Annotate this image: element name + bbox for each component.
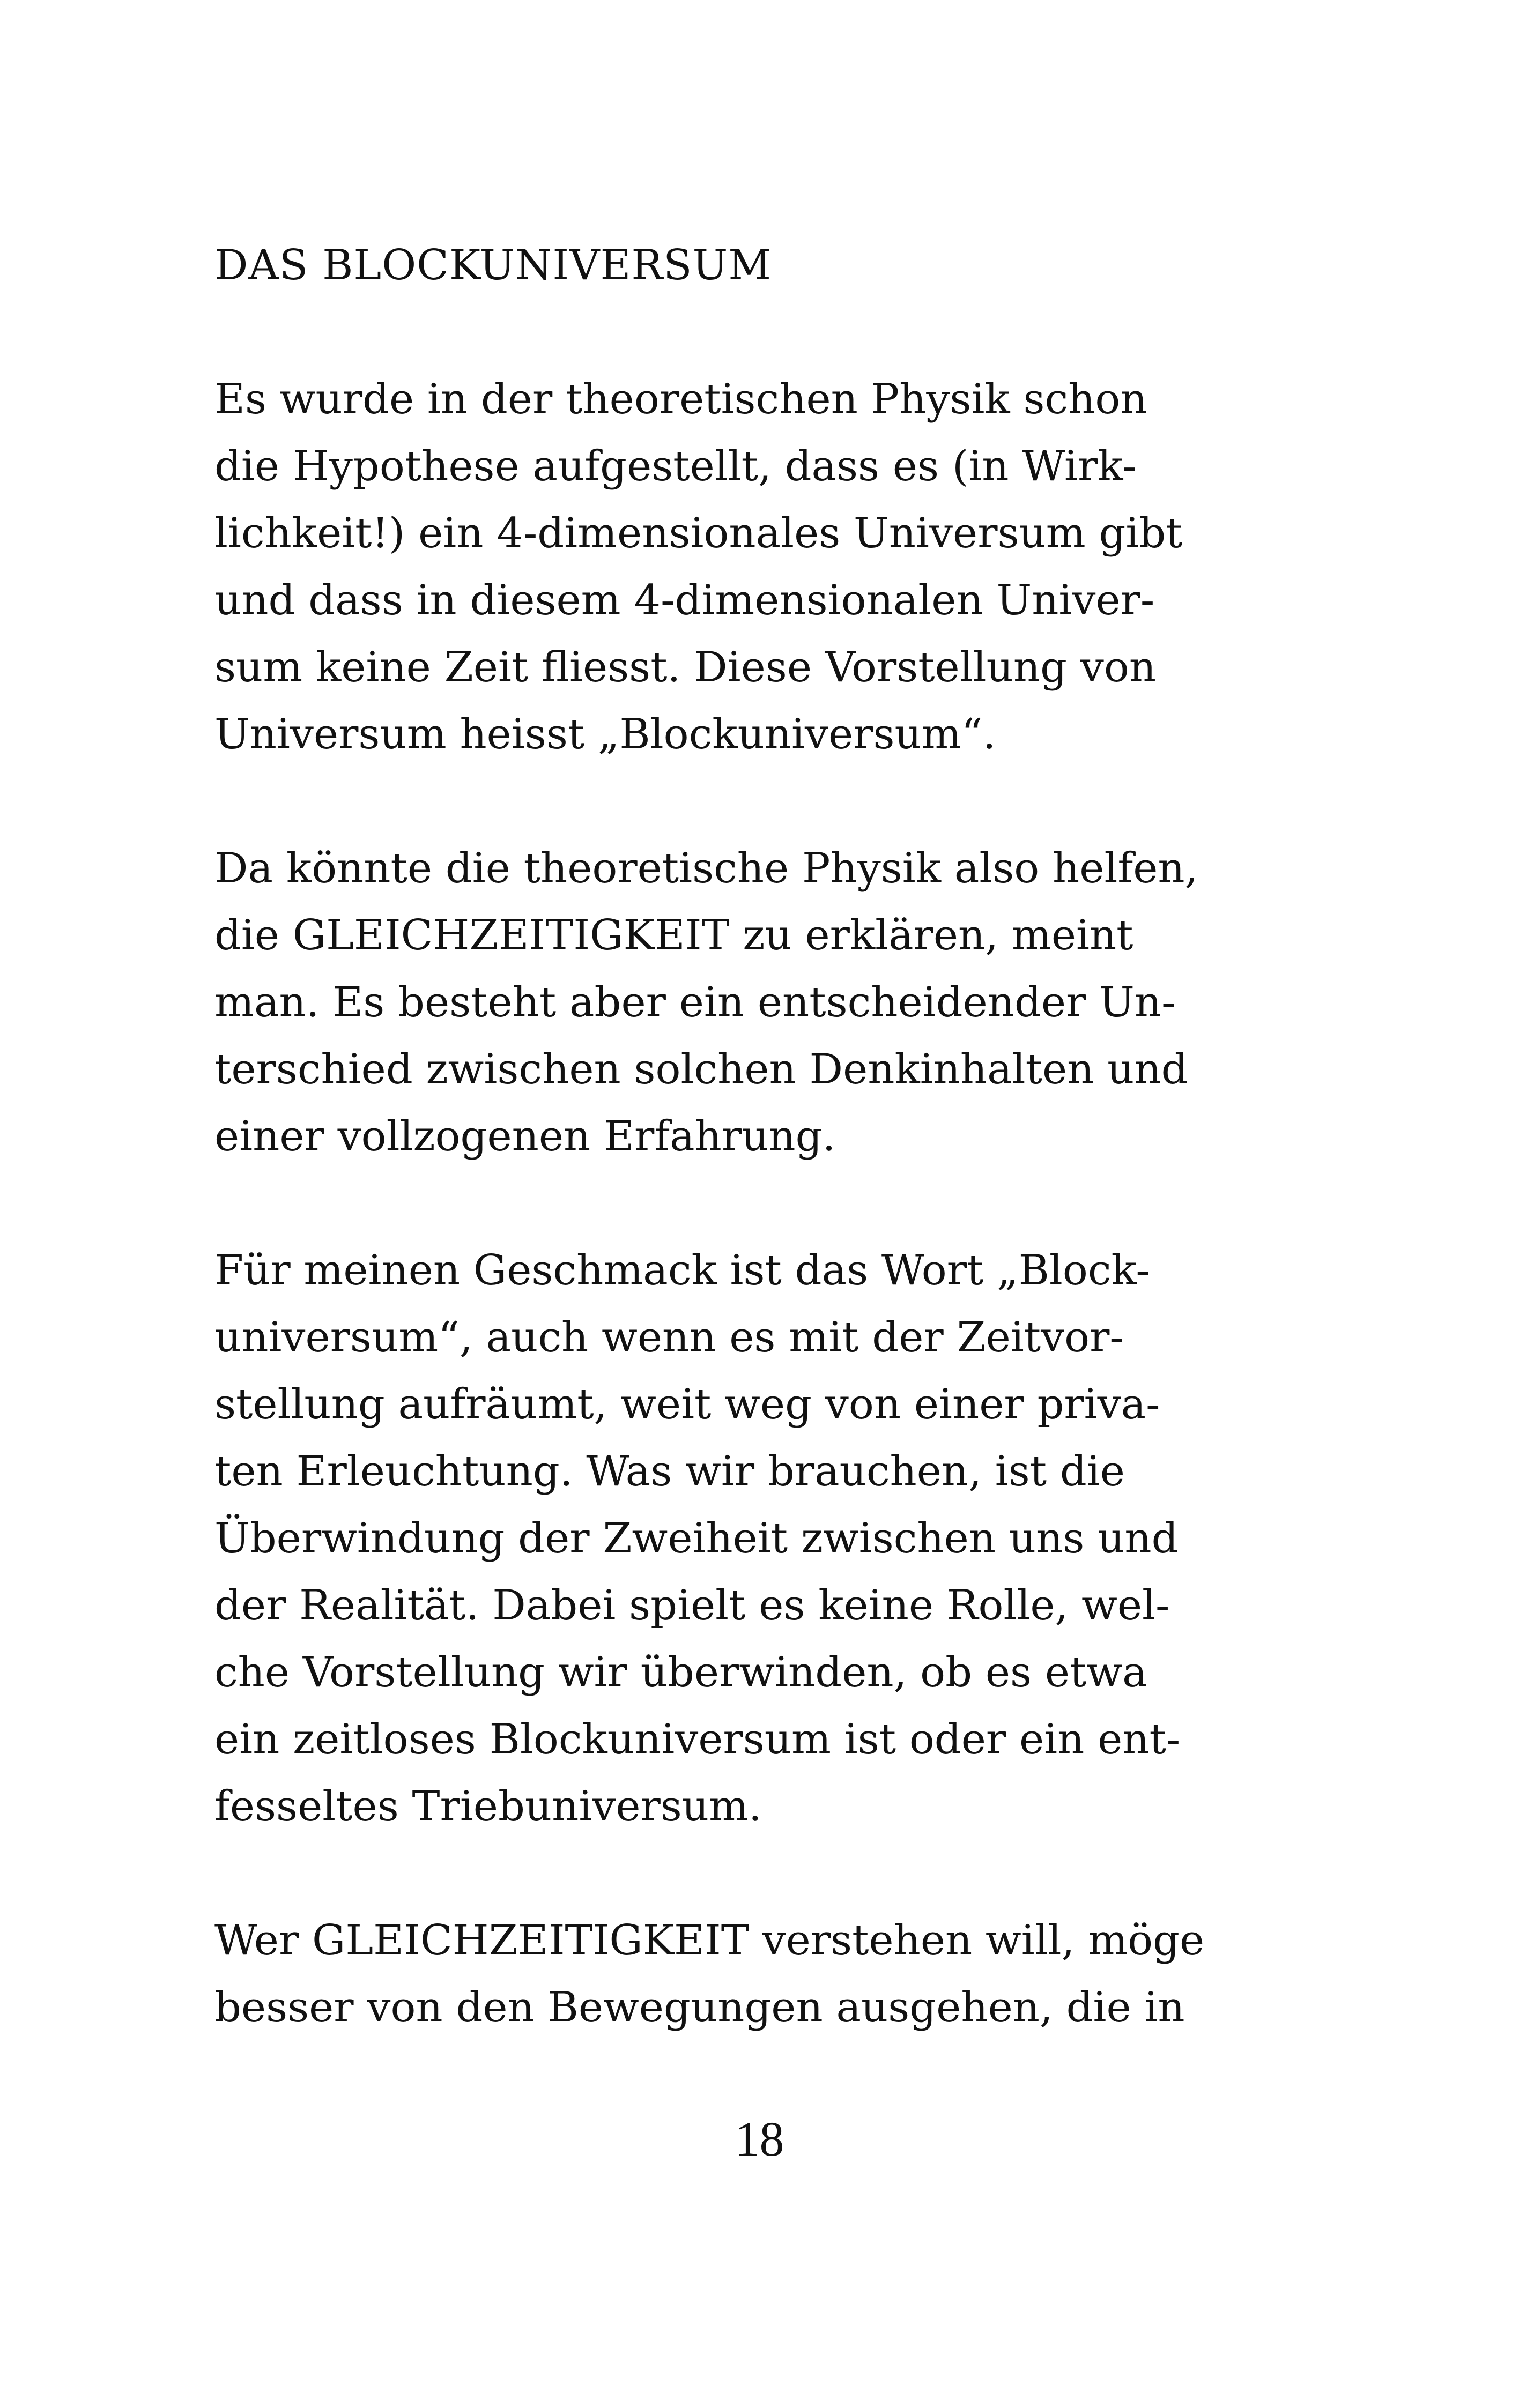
paragraph-2-line-4: terschied zwischen solchen Denkinhalten und — [214, 1045, 1188, 1094]
paragraph-1-line-2: die Hypothese aufgestellt, dass es (in Wirk- — [214, 442, 1137, 490]
paragraph-2-line-1: Da könnte die theoretische Physik also helfen, — [214, 844, 1198, 893]
paragraph-4-line-1: Wer GLEICHZEITIGKEIT verstehen will, möge — [214, 1916, 1205, 1965]
paragraph-4-line-2: besser von den Bewegungen ausgehen, die in — [214, 1983, 1185, 2032]
paragraph-3-line-1: Für meinen Geschmack ist das Wort „Block- — [214, 1246, 1150, 1295]
paragraph-1-line-5: sum keine Zeit fliesst. Diese Vorstellung von — [214, 643, 1157, 692]
paragraph-3-line-7: che Vorstellung wir überwinden, ob es etwa — [214, 1648, 1147, 1697]
section-heading: DAS BLOCKUNIVERSUM — [214, 241, 772, 289]
page-number: 18 — [735, 2112, 784, 2166]
paragraph-1-line-1: Es wurde in der theoretischen Physik schon — [214, 375, 1147, 423]
paragraph-2-line-2: die GLEICHZEITIGKEIT zu erklären, meint — [214, 911, 1133, 960]
paragraph-1-line-3: lichkeit!) ein 4-dimensionales Universum gibt — [214, 509, 1183, 558]
paragraph-3-line-8: ein zeitloses Blockuniversum ist oder ein ent- — [214, 1715, 1181, 1764]
paragraph-3-line-5: Überwindung der Zweiheit zwischen uns und — [214, 1514, 1179, 1563]
paragraph-2-line-3: man. Es besteht aber ein entscheidender Un- — [214, 978, 1176, 1027]
paragraph-3-line-3: stellung aufräumt, weit weg von einer priva- — [214, 1380, 1160, 1429]
paragraph-1-line-4: und dass in diesem 4-dimensionalen Univer- — [214, 576, 1155, 625]
paragraph-3-line-6: der Realität. Dabei spielt es keine Rolle, wel- — [214, 1581, 1170, 1630]
paragraph-2-line-5: einer vollzogenen Erfahrung. — [214, 1112, 836, 1161]
paragraph-1-line-6: Universum heisst „Blockuniversum“. — [214, 710, 996, 759]
paragraph-3-line-9: fesseltes Triebuniversum. — [214, 1782, 762, 1831]
paragraph-3-line-2: universum“, auch wenn es mit der Zeitvor- — [214, 1313, 1124, 1362]
paragraph-3-line-4: ten Erleuchtung. Was wir brauchen, ist die — [214, 1447, 1125, 1496]
